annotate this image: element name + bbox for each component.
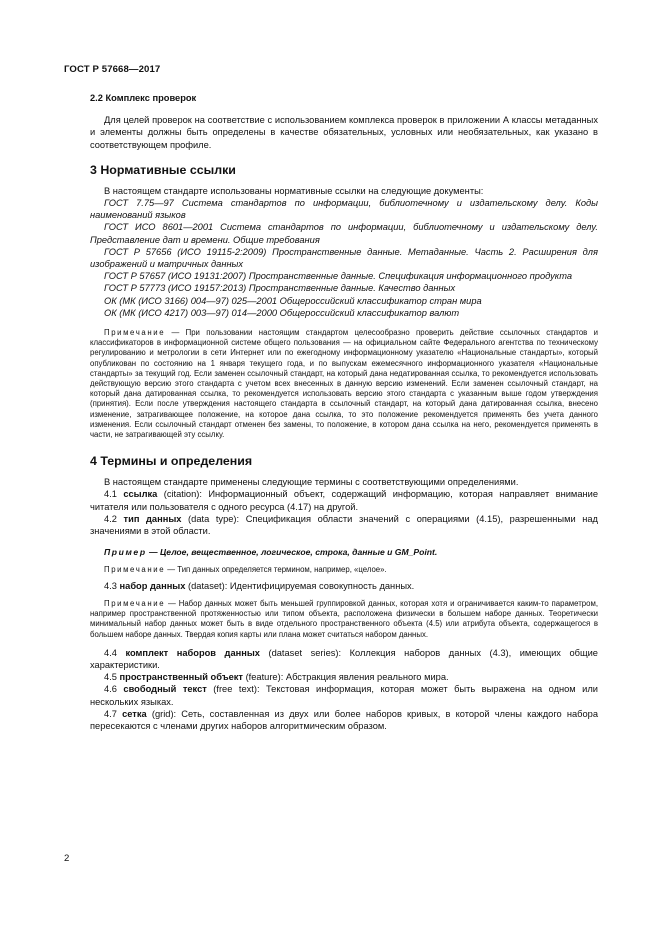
note-label: Примечание [104, 598, 166, 608]
normative-reference: ОК (МК (ИСО 4217) 003—97) 014—2000 Общероссийский классификатор валют [104, 307, 460, 318]
term-number: 4.6 [104, 684, 117, 695]
standard-header: ГОСТ Р 57668—2017 [64, 64, 161, 75]
section-3-note [90, 328, 598, 440]
note-4-3 [90, 599, 598, 640]
note-label: Примечание [104, 328, 166, 338]
term-definition: (dataset series): Коллекция наборов данных (4.3), имеющих общие характеристики. [90, 647, 598, 670]
page-content [90, 92, 598, 732]
normative-reference: ГОСТ ИСО 8601—2001 Система стандартов по информации, библиотечному и издательскому делу. Представление дат и времени. Общие требования [90, 222, 598, 245]
section-2-2-title: 2.2 Комплекс проверок [90, 93, 197, 103]
term-definition: (feature): Абстракция явления реального мира. [242, 672, 449, 683]
term-4-3 [90, 580, 598, 592]
example-text: — Целое, вещественное, логическое, строка, данные и GM_Point. [146, 547, 438, 558]
example-label: Пример [104, 547, 147, 558]
term-name: ссылка [123, 489, 158, 500]
term-number: 4.1 [104, 489, 117, 500]
normative-reference: ГОСТ Р 57656 (ИСО 19115-2:2009) Пространственные данные. Метаданные. Часть 2. Расширения для изображений и матричных данных [90, 246, 598, 270]
term-definition: (dataset): Идентифицируемая совокупность данных. [185, 580, 415, 591]
term-4-5 [90, 671, 598, 683]
note-label: Примечание [104, 564, 166, 574]
note-text: — Набор данных может быть меньшей группировкой данных, которая хотя и ограничивается каким-то параметром, например пространственной протяженностью или типом объекта, расположена физически в большем наборе данных. Теоретически минимальный набор данных может быть в виде отдельного пространственного объекта (4.5) или атрибута объекта, содержащегося в большем наборе данных. Твердая копия карты или плана может считаться набором данных. [90, 598, 598, 639]
section-3-title: 3 Нормативные ссылки [90, 162, 236, 177]
term-number: 4.4 [104, 647, 117, 658]
example-4-2 [90, 546, 598, 558]
section-3-intro: В настоящем стандарте использованы нормативные ссылки на следующие документы: [104, 185, 484, 196]
term-number: 4.3 [104, 580, 117, 591]
note-4-2 [90, 565, 598, 575]
term-definition: (free text): Текстовая информация, которая может быть выражена на одном или нескольких языках. [90, 684, 598, 707]
normative-reference: ГОСТ Р 57657 (ИСО 19131:2007) Пространственные данные. Спецификация информационного продукта [104, 271, 573, 282]
normative-reference: ГОСТ 7.75—97 Система стандартов по информации, библиотечному и издательскому делу. Коды наименований языков [90, 198, 598, 221]
term-number: 4.7 [104, 708, 117, 719]
term-number: 4.5 [104, 672, 117, 683]
term-name: сетка [122, 708, 147, 719]
normative-reference: ГОСТ Р 57773 (ИСО 19157:2013) Пространственные данные. Качество данных [104, 283, 456, 294]
term-4-6 [90, 683, 598, 707]
term-definition: (citation): Информационный объект, содержащий информацию, которая направляет внимание читателя или пользователя с одного ресурса (4.17) на другой. [90, 489, 598, 512]
section-4-title: 4 Термины и определения [90, 454, 253, 469]
term-name: тип данных [123, 513, 182, 524]
term-definition: (data type): Спецификация области значений с операциями (4.15), разрешенными над значениями в этой области. [90, 513, 598, 537]
term-name: свободный текст [123, 684, 207, 695]
term-definition: (grid): Сеть, составленная из двух или более наборов кривых, в которой члены каждого набора пересекаются с членами других наборов алгоритмическим образом. [90, 708, 598, 731]
section-4-intro: В настоящем стандарте применены следующие термины с соответствующими определениями. [104, 477, 519, 488]
note-text: — Тип данных определяется термином, например, «целое». [165, 564, 387, 574]
term-name: пространственный объект [119, 672, 243, 683]
term-4-4 [90, 647, 598, 671]
term-name: комплект наборов данных [125, 647, 260, 658]
normative-reference: ОК (МК (ИСО 3166) 004—97) 025—2001 Общероссийский классификатор стран мира [104, 295, 482, 306]
section-2-2-text: Для целей проверок на соответствие с использованием комплекса проверок в приложении А классы метаданных и элементы должны быть определены в качестве обязательных, условных или необязательных, как указано в соответствующем профиле. [90, 115, 598, 150]
term-4-2 [90, 513, 598, 537]
term-4-1 [90, 488, 598, 512]
note-text: — При пользовании настоящим стандартом целесообразно проверить действие ссылочных стандартов и классификаторов в информационной системе общего пользования — на официальном сайте Федерального агентства по техническому регулированию и метрологии в сети Интернет или по ежегодному информационному указателю «Национальные стандарты», который опубликован по состоянию на 1 января текущего года, и по выпускам ежемесячного информационного указателя «Национальные стандарты» за текущий год. Если заменен ссылочный стандарт, на который дана недатированная ссылка, то рекомендуется использовать действующую версию этого стандарта с учетом всех внесенных в данную версию изменений. Если заменен ссылочный стандарт, на который дана датированная ссылка, то рекомендуется использовать версию этого стандарта с указанным выше годом утверждения (принятия). Если после утверждения настоящего стандарта в ссылочный стандарт, на который дана датированная ссылка, внесено изменение, затрагивающее положение, на которое дана ссылка, то это положение рекомендуется применять без учета данного изменения. Если ссылочный стандарт отменен без замены, то положение, в котором дана ссылка на него, рекомендуется применять в части, не затрагивающей эту ссылку. [90, 328, 598, 440]
term-number: 4.2 [104, 513, 117, 524]
term-4-7 [90, 708, 598, 732]
page-number: 2 [64, 853, 70, 864]
term-name: набор данных [119, 580, 186, 591]
